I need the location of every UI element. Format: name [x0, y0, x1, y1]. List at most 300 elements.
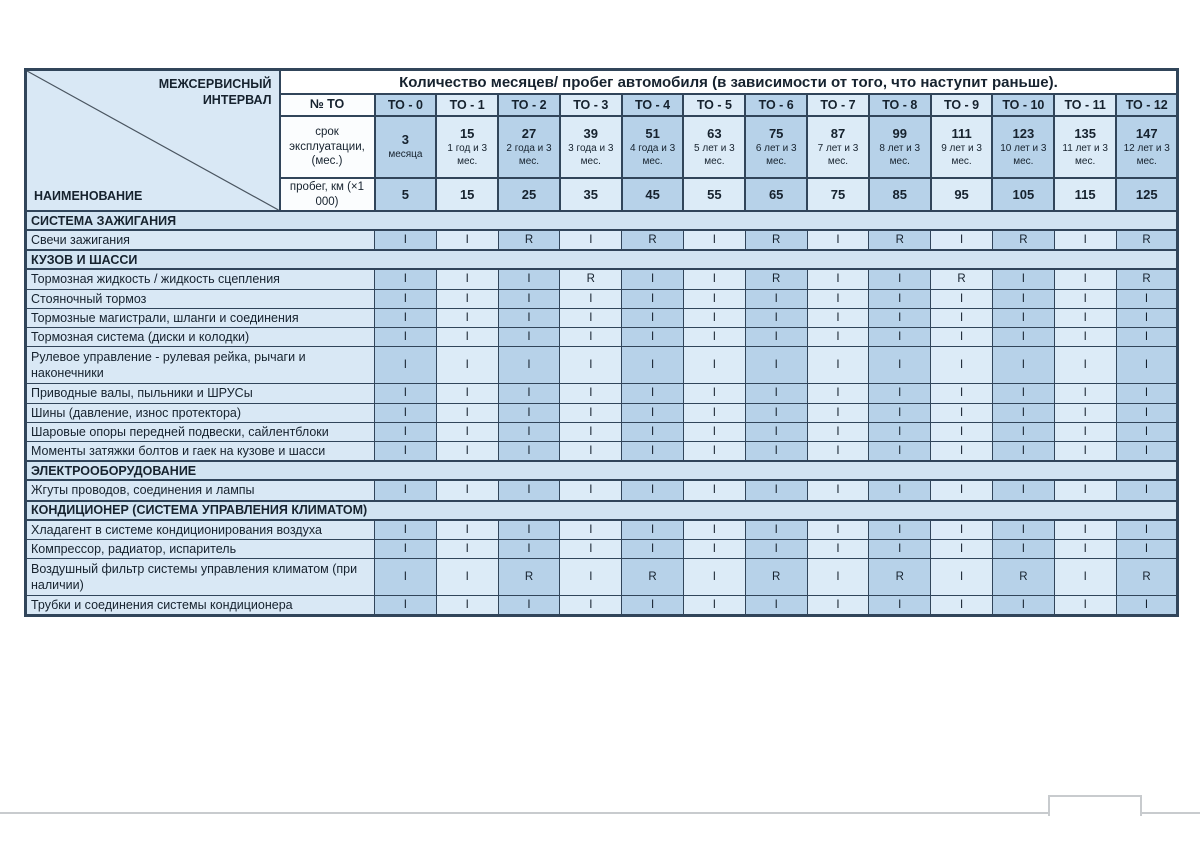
service-operation-cell: I — [992, 596, 1054, 616]
service-operation-cell: I — [1054, 442, 1116, 462]
page-edge-line — [0, 812, 1200, 814]
service-operation-cell: I — [436, 347, 498, 384]
service-life-sublabel: 6 лет и 3 мес. — [755, 143, 797, 167]
service-operation-cell: I — [931, 442, 993, 462]
service-operation-cell: R — [560, 269, 622, 289]
service-operation-cell: R — [745, 269, 807, 289]
service-life-months: 27 — [521, 126, 537, 141]
service-operation-cell: I — [931, 520, 993, 540]
service-operation-cell: I — [745, 596, 807, 616]
service-life-cell-to-4 — [622, 116, 684, 178]
service-operation-cell: I — [1116, 308, 1178, 327]
table-header — [26, 70, 1178, 212]
service-operation-cell: I — [498, 328, 560, 347]
column-header-to-11: ТО - 11 — [1054, 94, 1116, 116]
service-operation-cell: R — [931, 269, 993, 289]
item-label: Тормозные магистрали, шланги и соединения — [26, 308, 375, 327]
service-operation-cell: I — [807, 520, 869, 540]
service-operation-cell: I — [375, 347, 437, 384]
mileage-cell-to-7: 75 — [807, 178, 869, 211]
column-header-to-6: ТО - 6 — [745, 94, 807, 116]
service-operation-cell: I — [992, 308, 1054, 327]
service-operation-cell: I — [436, 308, 498, 327]
mileage-row-header: пробег, км (×1 000) — [280, 178, 375, 211]
table-row — [26, 422, 1178, 441]
service-operation-cell: I — [931, 480, 993, 500]
item-label: Тормозная жидкость / жидкость сцепления — [26, 269, 375, 289]
service-life-sublabel: 12 лет и 3 мес. — [1123, 143, 1170, 167]
table-row — [26, 480, 1178, 500]
service-operation-cell: I — [375, 520, 437, 540]
service-operation-cell: I — [375, 596, 437, 616]
column-header-to-1: ТО - 1 — [436, 94, 498, 116]
service-life-row-header: срок эксплуатации, (мес.) — [280, 116, 375, 178]
service-operation-cell: I — [1116, 596, 1178, 616]
service-operation-cell: I — [622, 442, 684, 462]
mileage-cell-to-8: 85 — [869, 178, 931, 211]
service-operation-cell: I — [683, 347, 745, 384]
mileage-cell-to-10: 105 — [992, 178, 1054, 211]
corner-cell — [26, 70, 280, 212]
service-operation-cell: I — [498, 442, 560, 462]
service-operation-cell: I — [931, 308, 993, 327]
service-operation-cell: I — [622, 384, 684, 403]
service-operation-cell: I — [1054, 539, 1116, 558]
column-header-to-5: ТО - 5 — [683, 94, 745, 116]
service-operation-cell: I — [436, 539, 498, 558]
service-operation-cell: I — [745, 442, 807, 462]
service-operation-cell: I — [1054, 520, 1116, 540]
service-operation-cell: I — [1054, 308, 1116, 327]
service-operation-cell: I — [869, 442, 931, 462]
service-operation-cell: I — [807, 403, 869, 422]
service-operation-cell: I — [560, 442, 622, 462]
column-header-to-2: ТО - 2 — [498, 94, 560, 116]
service-operation-cell: I — [622, 289, 684, 308]
service-life-cell-to-7 — [807, 116, 869, 178]
service-operation-cell: I — [807, 230, 869, 250]
service-operation-cell: R — [869, 559, 931, 596]
service-operation-cell: I — [375, 289, 437, 308]
section-header: КУЗОВ И ШАССИ — [26, 250, 1178, 269]
service-operation-cell: I — [807, 480, 869, 500]
service-operation-cell: I — [807, 559, 869, 596]
service-life-sublabel: 11 лет и 3 мес. — [1062, 143, 1108, 167]
service-operation-cell: I — [375, 328, 437, 347]
service-operation-cell: I — [560, 539, 622, 558]
service-life-months: 15 — [459, 126, 475, 141]
service-operation-cell: I — [931, 422, 993, 441]
table-row — [26, 328, 1178, 347]
service-operation-cell: I — [622, 539, 684, 558]
section-row — [26, 461, 1178, 480]
service-operation-cell: I — [992, 442, 1054, 462]
service-life-months: 75 — [768, 126, 784, 141]
service-operation-cell: I — [807, 422, 869, 441]
service-operation-cell: I — [1116, 422, 1178, 441]
service-life-months: 147 — [1135, 126, 1158, 141]
service-operation-cell: R — [498, 559, 560, 596]
service-operation-cell: I — [745, 347, 807, 384]
service-operation-cell: R — [622, 559, 684, 596]
service-operation-cell: I — [1054, 559, 1116, 596]
to-number-row-header: № ТО — [280, 94, 375, 116]
service-operation-cell: I — [807, 347, 869, 384]
service-operation-cell: I — [683, 539, 745, 558]
service-operation-cell: I — [745, 520, 807, 540]
service-operation-cell: I — [745, 480, 807, 500]
service-operation-cell: R — [498, 230, 560, 250]
service-operation-cell: I — [931, 347, 993, 384]
mileage-cell-to-12: 125 — [1116, 178, 1178, 211]
service-operation-cell: R — [745, 230, 807, 250]
service-operation-cell: I — [1116, 442, 1178, 462]
service-life-cell-to-12 — [1116, 116, 1178, 178]
service-operation-cell: I — [560, 308, 622, 327]
service-operation-cell: I — [869, 289, 931, 308]
service-operation-cell: I — [1116, 328, 1178, 347]
service-operation-cell: I — [931, 289, 993, 308]
service-operation-cell: I — [745, 289, 807, 308]
service-operation-cell: I — [560, 347, 622, 384]
service-operation-cell: I — [498, 403, 560, 422]
service-life-months: 87 — [830, 126, 846, 141]
service-operation-cell: I — [745, 328, 807, 347]
service-life-sublabel: 10 лет и 3 мес. — [1000, 143, 1047, 167]
mileage-cell-to-5: 55 — [683, 178, 745, 211]
service-life-sublabel: месяца — [388, 149, 423, 161]
service-operation-cell: I — [992, 289, 1054, 308]
mileage-cell-to-0: 5 — [375, 178, 437, 211]
service-life-sublabel: 3 года и 3 мес. — [568, 143, 614, 167]
service-operation-cell: I — [1054, 596, 1116, 616]
service-operation-cell: I — [992, 328, 1054, 347]
service-operation-cell: I — [498, 347, 560, 384]
service-operation-cell: I — [1054, 347, 1116, 384]
service-operation-cell: I — [869, 347, 931, 384]
service-operation-cell: I — [560, 328, 622, 347]
service-life-months: 3 — [401, 132, 410, 148]
page-edge-tab — [1048, 795, 1142, 816]
service-life-cell-to-5 — [683, 116, 745, 178]
service-operation-cell: I — [1054, 422, 1116, 441]
service-operation-cell: I — [869, 480, 931, 500]
service-life-months: 99 — [892, 126, 907, 141]
service-operation-cell: I — [869, 422, 931, 441]
table-title: Количество месяцев/ пробег автомобиля (в зависимости от того, что наступит раньше). — [280, 70, 1178, 95]
service-operation-cell: I — [869, 328, 931, 347]
service-operation-cell: I — [869, 539, 931, 558]
service-operation-cell: I — [436, 328, 498, 347]
service-operation-cell: I — [1054, 384, 1116, 403]
service-operation-cell: I — [869, 384, 931, 403]
item-label: Моменты затяжки болтов и гаек на кузове и шасси — [26, 442, 375, 462]
service-life-sublabel: 2 года и 3 мес. — [506, 143, 552, 167]
service-life-cell-to-0 — [375, 116, 437, 178]
service-operation-cell: I — [992, 384, 1054, 403]
service-operation-cell: I — [683, 308, 745, 327]
service-operation-cell: I — [1054, 328, 1116, 347]
service-operation-cell: I — [931, 539, 993, 558]
service-operation-cell: I — [560, 384, 622, 403]
service-operation-cell: I — [375, 480, 437, 500]
service-operation-cell: R — [992, 559, 1054, 596]
service-life-cell-to-6 — [745, 116, 807, 178]
service-operation-cell: R — [745, 559, 807, 596]
column-header-to-7: ТО - 7 — [807, 94, 869, 116]
table-row — [26, 384, 1178, 403]
section-header: ЭЛЕКТРООБОРУДОВАНИЕ — [26, 461, 1178, 480]
service-life-months: 135 — [1074, 126, 1097, 141]
service-operation-cell: I — [745, 539, 807, 558]
service-operation-cell: I — [622, 269, 684, 289]
service-operation-cell: I — [992, 269, 1054, 289]
service-operation-cell: I — [1116, 289, 1178, 308]
service-operation-cell: I — [498, 422, 560, 441]
item-label: Приводные валы, пыльники и ШРУСы — [26, 384, 375, 403]
service-operation-cell: I — [992, 520, 1054, 540]
service-operation-cell: I — [745, 384, 807, 403]
service-operation-cell: I — [560, 520, 622, 540]
service-operation-cell: I — [560, 422, 622, 441]
table-row — [26, 347, 1178, 384]
service-operation-cell: R — [1116, 559, 1178, 596]
service-operation-cell: I — [992, 480, 1054, 500]
service-operation-cell: I — [375, 269, 437, 289]
service-life-sublabel: 1 год и 3 мес. — [447, 143, 488, 167]
service-operation-cell: I — [560, 596, 622, 616]
service-operation-cell: I — [1116, 347, 1178, 384]
service-life-sublabel: 7 лет и 3 мес. — [817, 143, 859, 167]
service-operation-cell: I — [683, 442, 745, 462]
service-operation-cell: I — [992, 403, 1054, 422]
service-operation-cell: I — [436, 559, 498, 596]
table-row — [26, 403, 1178, 422]
column-header-to-8: ТО - 8 — [869, 94, 931, 116]
table-body — [26, 211, 1178, 616]
item-label: Рулевое управление - рулевая рейка, рычаги и наконечники — [26, 347, 375, 384]
service-operation-cell: I — [931, 230, 993, 250]
service-operation-cell: I — [436, 230, 498, 250]
service-operation-cell: I — [683, 480, 745, 500]
service-life-sublabel: 4 года и 3 мес. — [629, 143, 676, 167]
service-operation-cell: I — [1054, 230, 1116, 250]
service-life-sublabel: 5 лет и 3 мес. — [694, 143, 735, 167]
service-operation-cell: I — [869, 269, 931, 289]
table-row — [26, 289, 1178, 308]
service-operation-cell: I — [931, 559, 993, 596]
item-label: Стояночный тормоз — [26, 289, 375, 308]
service-operation-cell: I — [807, 442, 869, 462]
service-operation-cell: I — [683, 403, 745, 422]
service-operation-cell: I — [560, 480, 622, 500]
table-row — [26, 596, 1178, 616]
corner-bottom-label: НАИМЕНОВАНИЕ — [34, 189, 143, 203]
service-operation-cell: I — [498, 269, 560, 289]
service-life-months: 111 — [951, 126, 972, 141]
service-life-months: 123 — [1012, 126, 1035, 141]
column-header-to-4: ТО - 4 — [622, 94, 684, 116]
item-label: Свечи зажигания — [26, 230, 375, 250]
service-life-cell-to-11 — [1054, 116, 1116, 178]
column-header-to-9: ТО - 9 — [931, 94, 993, 116]
service-operation-cell: I — [807, 539, 869, 558]
service-operation-cell: I — [807, 269, 869, 289]
service-operation-cell: I — [1054, 403, 1116, 422]
item-label: Шаровые опоры передней подвески, сайлентблоки — [26, 422, 375, 441]
service-operation-cell: I — [436, 480, 498, 500]
mileage-cell-to-1: 15 — [436, 178, 498, 211]
service-operation-cell: I — [992, 422, 1054, 441]
service-operation-cell: I — [745, 308, 807, 327]
service-operation-cell: I — [498, 596, 560, 616]
service-operation-cell: I — [869, 520, 931, 540]
service-operation-cell: I — [1116, 539, 1178, 558]
service-operation-cell: I — [683, 384, 745, 403]
service-operation-cell: I — [622, 403, 684, 422]
service-operation-cell: I — [869, 308, 931, 327]
service-life-sublabel: 9 лет и 3 мес. — [941, 143, 982, 167]
service-operation-cell: I — [375, 403, 437, 422]
mileage-cell-to-11: 115 — [1054, 178, 1116, 211]
service-operation-cell: I — [436, 384, 498, 403]
service-operation-cell: I — [807, 308, 869, 327]
service-operation-cell: I — [869, 596, 931, 616]
mileage-cell-to-2: 25 — [498, 178, 560, 211]
service-operation-cell: I — [498, 539, 560, 558]
service-operation-cell: I — [807, 289, 869, 308]
service-operation-cell: I — [375, 230, 437, 250]
service-life-cell-to-3 — [560, 116, 622, 178]
service-operation-cell: I — [1054, 289, 1116, 308]
section-row — [26, 250, 1178, 269]
table-row — [26, 442, 1178, 462]
service-operation-cell: R — [992, 230, 1054, 250]
service-operation-cell: I — [498, 520, 560, 540]
service-operation-cell: I — [622, 328, 684, 347]
service-operation-cell: I — [622, 422, 684, 441]
service-operation-cell: R — [1116, 269, 1178, 289]
item-label: Жгуты проводов, соединения и лампы — [26, 480, 375, 500]
service-operation-cell: I — [375, 384, 437, 403]
service-operation-cell: I — [436, 596, 498, 616]
table-row — [26, 520, 1178, 540]
service-operation-cell: I — [560, 559, 622, 596]
service-operation-cell: I — [683, 269, 745, 289]
service-operation-cell: I — [436, 520, 498, 540]
service-operation-cell: I — [992, 539, 1054, 558]
service-life-cell-to-10 — [992, 116, 1054, 178]
service-life-months: 51 — [645, 126, 660, 141]
mileage-cell-to-4: 45 — [622, 178, 684, 211]
section-header: СИСТЕМА ЗАЖИГАНИЯ — [26, 211, 1178, 230]
service-operation-cell: I — [622, 520, 684, 540]
service-operation-cell: I — [683, 289, 745, 308]
table-row — [26, 539, 1178, 558]
service-operation-cell: I — [992, 347, 1054, 384]
service-life-months: 63 — [707, 126, 722, 141]
service-operation-cell: I — [436, 422, 498, 441]
service-life-cell-to-2 — [498, 116, 560, 178]
service-operation-cell: I — [1054, 269, 1116, 289]
service-operation-cell: I — [498, 480, 560, 500]
service-operation-cell: R — [1116, 230, 1178, 250]
mileage-cell-to-3: 35 — [560, 178, 622, 211]
service-operation-cell: I — [931, 384, 993, 403]
service-operation-cell: I — [807, 384, 869, 403]
item-label: Хладагент в системе кондиционирования воздуха — [26, 520, 375, 540]
service-life-cell-to-1 — [436, 116, 498, 178]
title-row — [26, 70, 1178, 95]
service-operation-cell: I — [683, 596, 745, 616]
service-operation-cell: I — [683, 559, 745, 596]
section-row — [26, 501, 1178, 520]
service-operation-cell: I — [498, 308, 560, 327]
service-operation-cell: I — [498, 289, 560, 308]
service-operation-cell: I — [375, 308, 437, 327]
table-row — [26, 308, 1178, 327]
service-operation-cell: R — [869, 230, 931, 250]
table-row — [26, 559, 1178, 596]
item-label: Трубки и соединения системы кондиционера — [26, 596, 375, 616]
service-operation-cell: I — [622, 308, 684, 327]
service-operation-cell: I — [560, 403, 622, 422]
service-operation-cell: I — [683, 422, 745, 441]
mileage-cell-to-9: 95 — [931, 178, 993, 211]
item-label: Тормозная система (диски и колодки) — [26, 328, 375, 347]
service-operation-cell: I — [436, 289, 498, 308]
service-operation-cell: I — [869, 403, 931, 422]
column-header-to-3: ТО - 3 — [560, 94, 622, 116]
table-row — [26, 269, 1178, 289]
service-operation-cell: I — [745, 422, 807, 441]
service-operation-cell: I — [807, 328, 869, 347]
service-operation-cell: I — [931, 403, 993, 422]
service-operation-cell: I — [560, 289, 622, 308]
section-header: КОНДИЦИОНЕР (СИСТЕМА УПРАВЛЕНИЯ КЛИМАТОМ) — [26, 501, 1178, 520]
service-life-cell-to-8 — [869, 116, 931, 178]
service-operation-cell: I — [436, 269, 498, 289]
maintenance-schedule-table — [24, 68, 1179, 617]
column-header-to-12: ТО - 12 — [1116, 94, 1178, 116]
mileage-cell-to-6: 65 — [745, 178, 807, 211]
service-operation-cell: I — [683, 520, 745, 540]
service-operation-cell: I — [807, 596, 869, 616]
column-header-to-10: ТО - 10 — [992, 94, 1054, 116]
service-operation-cell: I — [745, 403, 807, 422]
section-row — [26, 211, 1178, 230]
service-life-months: 39 — [583, 126, 599, 141]
service-operation-cell: I — [1054, 480, 1116, 500]
service-operation-cell: I — [1116, 403, 1178, 422]
service-operation-cell: I — [1116, 480, 1178, 500]
service-operation-cell: I — [375, 559, 437, 596]
service-operation-cell: I — [560, 230, 622, 250]
service-operation-cell: I — [622, 596, 684, 616]
item-label: Воздушный фильтр системы управления климатом (при наличии) — [26, 559, 375, 596]
column-header-to-0: ТО - 0 — [375, 94, 437, 116]
service-operation-cell: I — [931, 328, 993, 347]
item-label: Шины (давление, износ протектора) — [26, 403, 375, 422]
table-row — [26, 230, 1178, 250]
service-life-cell-to-9 — [931, 116, 993, 178]
service-operation-cell: I — [498, 384, 560, 403]
service-operation-cell: I — [1116, 520, 1178, 540]
corner-top-label: МЕЖСЕРВИСНЫЙ ИНТЕРВАЛ — [158, 77, 272, 108]
service-operation-cell: I — [622, 347, 684, 384]
service-operation-cell: I — [375, 422, 437, 441]
service-operation-cell: I — [622, 480, 684, 500]
